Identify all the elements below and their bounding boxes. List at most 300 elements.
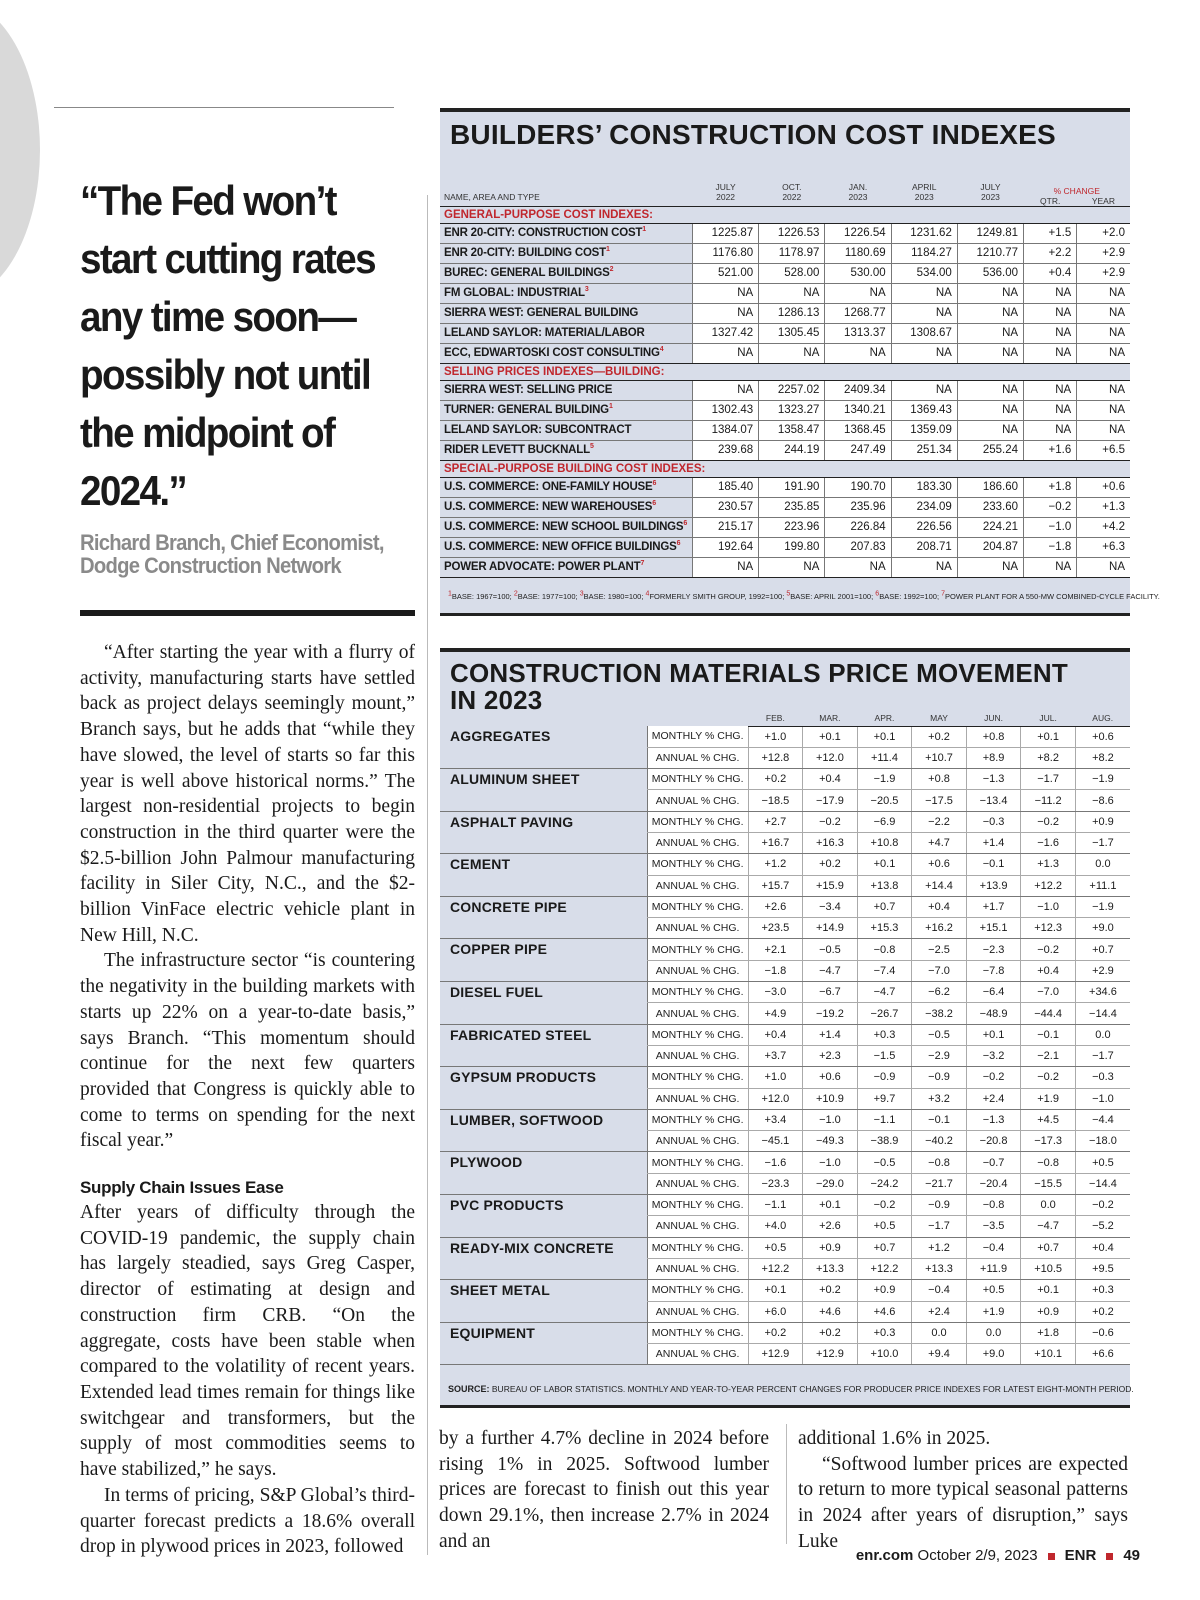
monthly-value: −0.2 <box>1021 1067 1076 1088</box>
monthly-value: +2.7 <box>748 811 803 832</box>
monthly-value: −0.5 <box>803 939 858 960</box>
monthly-value: +0.4 <box>748 1024 803 1045</box>
annual-value: +15.9 <box>803 875 858 896</box>
annual-value: +16.7 <box>748 832 803 853</box>
monthly-value: +0.3 <box>857 1024 912 1045</box>
monthly-value: −6.7 <box>803 982 858 1003</box>
index-name-text: TURNER: GENERAL BUILDING <box>444 404 609 416</box>
annual-value: +8.2 <box>1075 747 1130 768</box>
index-name-text: U.S. COMMERCE: NEW SCHOOL BUILDINGS <box>444 521 684 533</box>
annual-label: ANNUAL % CHG. <box>647 1344 748 1365</box>
footnote-ref: 7 <box>640 560 645 568</box>
index-name <box>440 380 692 400</box>
monthly-value: +0.9 <box>1075 811 1130 832</box>
monthly-label: MONTHLY % CHG. <box>647 1237 748 1258</box>
index-value: 1180.69 <box>825 243 891 263</box>
annual-value: +2.4 <box>912 1301 967 1322</box>
monthly-value: 0.0 <box>966 1322 1021 1343</box>
materials-source <box>448 1384 1134 1394</box>
index-value: +2.0 <box>1077 223 1130 243</box>
index-name <box>440 303 692 323</box>
index-name <box>440 517 692 537</box>
monthly-value: −6.2 <box>912 982 967 1003</box>
footnote-ref: 2 <box>609 266 614 274</box>
annual-label: ANNUAL % CHG. <box>647 875 748 896</box>
index-value: 1368.45 <box>825 420 891 440</box>
index-row <box>440 283 1130 303</box>
annual-value: +16.3 <box>803 832 858 853</box>
annual-value: −1.5 <box>857 1045 912 1066</box>
annual-value: −18.0 <box>1075 1131 1130 1152</box>
period-year: 2022 <box>782 191 802 202</box>
period-month: JULY <box>715 181 736 192</box>
annual-value: +2.4 <box>966 1088 1021 1109</box>
monthly-value: +0.6 <box>912 854 967 875</box>
index-value: +6.3 <box>1077 537 1130 557</box>
index-value: 1302.43 <box>692 400 758 420</box>
index-value: 2257.02 <box>759 380 825 400</box>
annual-value: −20.8 <box>966 1131 1021 1152</box>
annual-value: +6.0 <box>748 1301 803 1322</box>
monthly-value: −0.4 <box>912 1280 967 1301</box>
monthly-value: −2.2 <box>912 811 967 832</box>
monthly-value: +1.8 <box>1021 1322 1076 1343</box>
annual-value: +9.7 <box>857 1088 912 1109</box>
footnote-number: 2 <box>513 590 518 598</box>
footnote-ref: 6 <box>652 480 657 488</box>
annual-value: +0.4 <box>1021 960 1076 981</box>
monthly-value: −1.1 <box>857 1109 912 1130</box>
monthly-value: 0.0 <box>912 1322 967 1343</box>
footnote-text: FORMERLY SMITH GROUP, 1992=100; <box>649 592 787 601</box>
article-paragraph: The infrastructure sector “is countering the negativity in the building markets with starts up 22% on a year-to-date basis,” says Branch. “This momentum should continue for the next few quarters provided that Congress is quickly able to come to terms on spending for the next fiscal year.” <box>80 950 415 1152</box>
monthly-value: −0.2 <box>1075 1195 1130 1216</box>
monthly-value: −1.6 <box>748 1152 803 1173</box>
monthly-value: +0.1 <box>748 1280 803 1301</box>
material-name: EQUIPMENT <box>440 1322 647 1365</box>
materials-table <box>440 710 1130 1365</box>
index-value: NA <box>1024 557 1077 577</box>
index-row <box>440 497 1130 517</box>
footnote-number: 1 <box>448 590 452 598</box>
index-value: +4.2 <box>1077 517 1130 537</box>
monthly-value: +0.6 <box>803 1067 858 1088</box>
annual-value: +2.9 <box>1075 960 1130 981</box>
annual-value: −1.8 <box>748 960 803 981</box>
monthly-value: +1.0 <box>748 726 803 747</box>
index-name-text: ENR 20-CITY: CONSTRUCTION COST <box>444 227 643 239</box>
material-name: GYPSUM PRODUCTS <box>440 1067 647 1110</box>
annual-value: +4.0 <box>748 1216 803 1237</box>
annual-value: −20.4 <box>966 1173 1021 1194</box>
material-row-monthly <box>440 726 1130 747</box>
annual-value: −23.3 <box>748 1173 803 1194</box>
annual-value: +11.1 <box>1075 875 1130 896</box>
index-value: 1359.09 <box>891 420 957 440</box>
annual-value: +12.2 <box>857 1258 912 1279</box>
section-rule <box>80 610 415 616</box>
monthly-label: MONTHLY % CHG. <box>647 811 748 832</box>
monthly-value: −1.7 <box>1021 769 1076 790</box>
annual-value: −5.2 <box>1075 1216 1130 1237</box>
index-name <box>440 420 692 440</box>
annual-value: −29.0 <box>803 1173 858 1194</box>
monthly-value: +1.3 <box>1021 854 1076 875</box>
material-row-monthly <box>440 1322 1130 1343</box>
index-name-text: U.S. COMMERCE: ONE-FAMILY HOUSE <box>444 481 653 493</box>
monthly-value: +0.1 <box>966 1024 1021 1045</box>
materials-title-line2: IN 2023 <box>450 685 543 715</box>
monthly-label: MONTHLY % CHG. <box>647 1195 748 1216</box>
index-value: 1313.37 <box>825 323 891 343</box>
index-name-text: SIERRA WEST: GENERAL BUILDING <box>444 307 639 319</box>
month-header: JUL. <box>1021 710 1076 726</box>
material-name: SHEET METAL <box>440 1280 647 1323</box>
monthly-value: 0.0 <box>1021 1195 1076 1216</box>
annual-value: +4.6 <box>803 1301 858 1322</box>
period-month: JULY <box>980 181 1001 192</box>
index-name-text: LELAND SAYLOR: SUBCONTRACT <box>444 424 632 436</box>
index-value: 1327.42 <box>692 323 758 343</box>
annual-label: ANNUAL % CHG. <box>647 1045 748 1066</box>
index-row <box>440 380 1130 400</box>
index-value: NA <box>1077 323 1130 343</box>
annual-label: ANNUAL % CHG. <box>647 1301 748 1322</box>
monthly-value: −1.0 <box>1021 896 1076 917</box>
page-folio <box>856 1547 1140 1564</box>
article-subhead: Supply Chain Issues Ease <box>80 1178 284 1198</box>
annual-value: −40.2 <box>912 1131 967 1152</box>
footnote-text: BASE: APRIL 2001=100; <box>790 592 876 601</box>
index-value: 192.64 <box>692 537 758 557</box>
column-divider <box>786 1424 787 1544</box>
annual-label: ANNUAL % CHG. <box>647 1173 748 1194</box>
annual-value: +3.2 <box>912 1088 967 1109</box>
footnote-text: BASE: 1980=100; <box>583 592 646 601</box>
annual-value: −13.4 <box>966 790 1021 811</box>
annual-value: +10.7 <box>912 747 967 768</box>
monthly-value: +0.9 <box>803 1237 858 1258</box>
index-value: NA <box>957 420 1023 440</box>
annual-value: +10.1 <box>1021 1344 1076 1365</box>
pull-quote-attribution: Richard Branch, Chief Economist, Dodge Construction Network <box>80 530 384 578</box>
annual-value: +0.9 <box>1021 1301 1076 1322</box>
index-value: +0.4 <box>1024 263 1077 283</box>
month-header: JUN. <box>966 710 1021 726</box>
annual-value: −2.1 <box>1021 1045 1076 1066</box>
section-heading-row <box>440 460 1130 477</box>
article-paragraph: additional 1.6% in 2025. <box>798 1428 991 1449</box>
table-header-period <box>825 156 891 206</box>
monthly-value: −6.4 <box>966 982 1021 1003</box>
monthly-value: −1.0 <box>803 1152 858 1173</box>
annual-value: +12.0 <box>748 1088 803 1109</box>
change-subheader: YEAR <box>1091 195 1115 206</box>
footnote-ref: 3 <box>584 286 589 294</box>
monthly-value: +0.9 <box>857 1280 912 1301</box>
index-value: +6.5 <box>1077 440 1130 460</box>
index-name-text: ENR 20-CITY: BUILDING COST <box>444 247 606 259</box>
annual-value: +2.3 <box>803 1045 858 1066</box>
annual-value: +13.3 <box>803 1258 858 1279</box>
material-name: DIESEL FUEL <box>440 982 647 1025</box>
monthly-value: −1.9 <box>857 769 912 790</box>
monthly-label: MONTHLY % CHG. <box>647 982 748 1003</box>
index-value: 239.68 <box>692 440 758 460</box>
footnote-ref: 1 <box>642 226 646 234</box>
annual-value: +11.9 <box>966 1258 1021 1279</box>
monthly-value: +0.1 <box>1021 1280 1076 1301</box>
index-name <box>440 343 692 363</box>
annual-label: ANNUAL % CHG. <box>647 960 748 981</box>
monthly-label: MONTHLY % CHG. <box>647 1109 748 1130</box>
monthly-value: +0.6 <box>1075 726 1130 747</box>
annual-value: −8.6 <box>1075 790 1130 811</box>
annual-value: +12.0 <box>803 747 858 768</box>
monthly-value: +0.8 <box>912 769 967 790</box>
monthly-value: +1.2 <box>748 854 803 875</box>
monthly-value: +0.7 <box>857 1237 912 1258</box>
index-value: NA <box>692 303 758 323</box>
index-value: −0.2 <box>1024 497 1077 517</box>
index-value: NA <box>1024 420 1077 440</box>
annual-value: +12.2 <box>1021 875 1076 896</box>
section-heading-row <box>440 206 1130 223</box>
index-value: NA <box>1024 343 1077 363</box>
annual-value: −15.5 <box>1021 1173 1076 1194</box>
index-value: +2.2 <box>1024 243 1077 263</box>
index-value: 530.00 <box>825 263 891 283</box>
index-row <box>440 303 1130 323</box>
annual-value: −48.9 <box>966 1003 1021 1024</box>
index-value: NA <box>1077 283 1130 303</box>
top-rule <box>54 107 394 108</box>
monthly-label: MONTHLY % CHG. <box>647 939 748 960</box>
material-row-monthly <box>440 1152 1130 1173</box>
index-value: 255.24 <box>957 440 1023 460</box>
index-name <box>440 440 692 460</box>
footnote-ref: 1 <box>608 403 613 411</box>
annual-value: +16.2 <box>912 918 967 939</box>
monthly-value: +2.1 <box>748 939 803 960</box>
index-value: NA <box>1077 420 1130 440</box>
index-value: 1225.87 <box>692 223 758 243</box>
monthly-value: +0.2 <box>803 854 858 875</box>
annual-value: −1.6 <box>1021 832 1076 853</box>
annual-label: ANNUAL % CHG. <box>647 1216 748 1237</box>
annual-value: +12.9 <box>748 1344 803 1365</box>
index-row <box>440 517 1130 537</box>
period-year: 2023 <box>980 191 1000 202</box>
index-name <box>440 557 692 577</box>
folio-square-icon <box>1106 1553 1113 1560</box>
monthly-value: +34.6 <box>1075 982 1130 1003</box>
annual-value: +12.3 <box>1021 918 1076 939</box>
period-year: 2023 <box>848 191 868 202</box>
monthly-value: −3.4 <box>803 896 858 917</box>
footnote-ref: 6 <box>652 500 656 508</box>
annual-value: +2.6 <box>803 1216 858 1237</box>
index-value: +2.9 <box>1077 263 1130 283</box>
index-value: 1249.81 <box>957 223 1023 243</box>
annual-label: ANNUAL % CHG. <box>647 1131 748 1152</box>
index-value: NA <box>1024 380 1077 400</box>
material-name: ALUMINUM SHEET <box>440 769 647 812</box>
index-value: 224.21 <box>957 517 1023 537</box>
period-month: JAN. <box>848 181 868 192</box>
monthly-value: −0.5 <box>912 1024 967 1045</box>
index-value: 230.57 <box>692 497 758 517</box>
article-paragraph: “Softwood lumber prices are expected to return to more typical seasonal patterns in 2024 after years of disruption,” says Luke <box>798 1453 1128 1552</box>
index-value: 207.83 <box>825 537 891 557</box>
monthly-value: +0.2 <box>912 726 967 747</box>
annual-label: ANNUAL % CHG. <box>647 1003 748 1024</box>
article-column-2 <box>439 1426 769 1555</box>
index-row <box>440 440 1130 460</box>
article-column-3 <box>798 1426 1128 1555</box>
index-value: NA <box>891 557 957 577</box>
index-row <box>440 400 1130 420</box>
index-value: 1226.53 <box>759 223 825 243</box>
monthly-value: +0.5 <box>966 1280 1021 1301</box>
index-value: 234.09 <box>891 497 957 517</box>
material-row-monthly <box>440 1237 1130 1258</box>
annual-value: +0.2 <box>1075 1301 1130 1322</box>
index-value: 1268.77 <box>825 303 891 323</box>
index-value: 1226.54 <box>825 223 891 243</box>
annual-value: −45.1 <box>748 1131 803 1152</box>
monthly-label: MONTHLY % CHG. <box>647 1024 748 1045</box>
annual-value: +13.8 <box>857 875 912 896</box>
index-value: 186.60 <box>957 477 1023 497</box>
footnote-number: 6 <box>875 590 880 598</box>
annual-value: −3.2 <box>966 1045 1021 1066</box>
annual-value: +12.2 <box>748 1258 803 1279</box>
material-row-monthly <box>440 769 1130 790</box>
monthly-value: −1.1 <box>748 1195 803 1216</box>
monthly-value: +0.7 <box>1075 939 1130 960</box>
annual-value: −11.2 <box>1021 790 1076 811</box>
index-value: NA <box>1077 557 1130 577</box>
monthly-value: −1.3 <box>966 769 1021 790</box>
annual-value: +12.8 <box>748 747 803 768</box>
index-value: 215.17 <box>692 517 758 537</box>
monthly-value: +0.4 <box>1075 1237 1130 1258</box>
index-value: 1340.21 <box>825 400 891 420</box>
index-value: +1.8 <box>1024 477 1077 497</box>
index-value: 191.90 <box>759 477 825 497</box>
month-header: MAY <box>912 710 967 726</box>
index-value: 521.00 <box>692 263 758 283</box>
annual-value: +9.0 <box>1075 918 1130 939</box>
annual-value: −18.5 <box>748 790 803 811</box>
materials-table-box <box>440 648 1134 1408</box>
index-value: 235.96 <box>825 497 891 517</box>
monthly-value: −0.2 <box>803 811 858 832</box>
index-value: 185.40 <box>692 477 758 497</box>
index-name <box>440 323 692 343</box>
monthly-value: −0.4 <box>966 1237 1021 1258</box>
materials-title-line1: CONSTRUCTION MATERIALS PRICE MOVEMENT <box>450 658 1068 688</box>
month-header: APR. <box>857 710 912 726</box>
index-value: NA <box>1077 303 1130 323</box>
pull-quote: “The Fed won’t start cutting rates any time soon—possibly not until the midpoint of 2024.” <box>80 177 375 514</box>
annual-value: −38.2 <box>912 1003 967 1024</box>
annual-value: −44.4 <box>1021 1003 1076 1024</box>
source-label: SOURCE: <box>448 1384 490 1394</box>
index-value: 1369.43 <box>891 400 957 420</box>
index-row <box>440 537 1130 557</box>
annual-value: −4.7 <box>803 960 858 981</box>
index-value: +0.6 <box>1077 477 1130 497</box>
monthly-value: −4.7 <box>857 982 912 1003</box>
monthly-value: −0.2 <box>966 1067 1021 1088</box>
material-name: PLYWOOD <box>440 1152 647 1195</box>
annual-value: −7.4 <box>857 960 912 981</box>
footnote-ref: 4 <box>659 346 664 354</box>
index-value: NA <box>891 303 957 323</box>
annual-value: −7.0 <box>912 960 967 981</box>
index-row <box>440 557 1130 577</box>
footnote-number: 4 <box>645 590 650 598</box>
index-value: +2.9 <box>1077 243 1130 263</box>
footnote-number: 7 <box>941 590 946 598</box>
index-row <box>440 223 1130 243</box>
monthly-value: −0.7 <box>966 1152 1021 1173</box>
index-value: NA <box>957 343 1023 363</box>
index-name-text: RIDER LEVETT BUCKNALL <box>444 444 590 456</box>
annual-value: +11.4 <box>857 747 912 768</box>
annual-value: −38.9 <box>857 1131 912 1152</box>
index-value: 1210.77 <box>957 243 1023 263</box>
index-name <box>440 243 692 263</box>
annual-value: +12.9 <box>803 1344 858 1365</box>
index-value: 528.00 <box>759 263 825 283</box>
table-header-name: NAME, AREA AND TYPE <box>440 156 692 206</box>
index-value: 223.96 <box>759 517 825 537</box>
footnote-ref: 6 <box>676 540 681 548</box>
material-row-monthly <box>440 1067 1130 1088</box>
index-name <box>440 223 692 243</box>
index-value: 226.84 <box>825 517 891 537</box>
index-name <box>440 497 692 517</box>
index-row <box>440 323 1130 343</box>
index-value: 1184.27 <box>891 243 957 263</box>
monthly-value: −0.3 <box>1075 1067 1130 1088</box>
monthly-value: −0.2 <box>1021 939 1076 960</box>
index-value: NA <box>1077 400 1130 420</box>
material-name: AGGREGATES <box>440 726 647 769</box>
annual-value: +15.3 <box>857 918 912 939</box>
index-value: 199.80 <box>759 537 825 557</box>
index-name-text: U.S. COMMERCE: NEW WAREHOUSES <box>444 501 653 513</box>
index-value: NA <box>1077 343 1130 363</box>
index-value: 1176.80 <box>692 243 758 263</box>
index-value: NA <box>957 400 1023 420</box>
period-month: APRIL <box>911 181 937 192</box>
footnote-number: 5 <box>786 590 791 598</box>
monthly-value: +3.4 <box>748 1109 803 1130</box>
monthly-value: +0.2 <box>748 1322 803 1343</box>
materials-title <box>440 652 1130 714</box>
material-name: READY-MIX CONCRETE <box>440 1237 647 1280</box>
column-divider <box>427 195 428 1555</box>
table-header-period <box>759 156 825 206</box>
monthly-label: MONTHLY % CHG. <box>647 1067 748 1088</box>
index-row <box>440 243 1130 263</box>
index-value: 1305.45 <box>759 323 825 343</box>
index-value: 1286.13 <box>759 303 825 323</box>
